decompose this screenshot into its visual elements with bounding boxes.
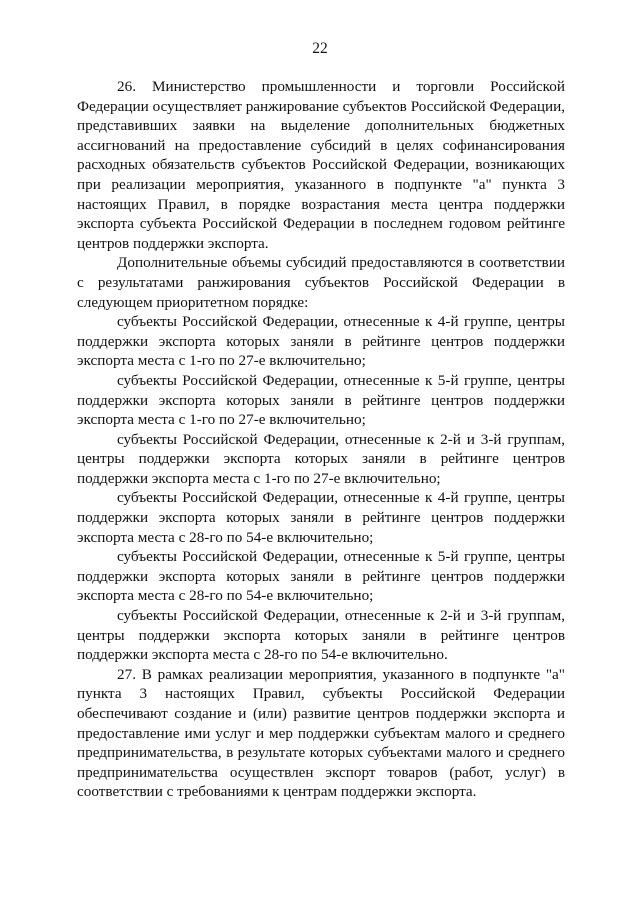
paragraph-27: 27. В рамках реализации мероприятия, указанного в подпункте "а" пункта 3 настоящих Правил, субъекты Российской Федерации обеспечивают создание и (или) развитие центров поддержки экспорта и предоставление ими услуг и мер поддержки субъектам малого и среднего предпринимательства, в результате которых субъектами малого и среднего предпринимательства осуществлен экспорт товаров (работ, услуг) в соответствии с требованиями к центрам поддержки экспорта. — [77, 665, 565, 801]
document-body — [77, 77, 565, 802]
paragraph-additional-volumes: Дополнительные объемы субсидий предоставляются в соответствии с результатами ранжирования субъектов Российской Федерации в следующем приоритетном порядке: — [77, 254, 565, 311]
page-number: 22 — [312, 40, 328, 57]
priority-item-4: субъекты Российской Федерации, отнесенные к 4-й группе, центры поддержки экспорта которых заняли в рейтинге центров поддержки экспорта места с 28-го по 54-е включительно; — [77, 489, 565, 546]
priority-item-6: субъекты Российской Федерации, отнесенные к 2-й и 3-й группам, центры поддержки экспорта которых заняли в рейтинге центров поддержки экспорта места с 28-го по 54-е включительно. — [77, 607, 565, 664]
priority-item-5: субъекты Российской Федерации, отнесенные к 5-й группе, центры поддержки экспорта которых заняли в рейтинге центров поддержки экспорта места с 28-го по 54-е включительно; — [77, 548, 565, 605]
priority-item-3: субъекты Российской Федерации, отнесенные к 2-й и 3-й группам, центры поддержки экспорта которых заняли в рейтинге центров поддержки экспорта места с 1-го по 27-е включительно; — [77, 430, 565, 487]
priority-item-1: субъекты Российской Федерации, отнесенные к 4-й группе, центры поддержки экспорта которых заняли в рейтинге центров поддержки экспорта места с 1-го по 27-е включительно; — [77, 313, 565, 370]
paragraph-26: 26. Министерство промышленности и торговли Российской Федерации осуществляет ранжирование субъектов Российской Федерации, представивших заявки на выделение дополнительных бюджетных ассигнований на предоставление субсидий в целях софинансирования расходных обязательств субъектов Российской Федерации, возникающих при реализации мероприятия, указанного в подпункте "а" пункта 3 настоящих Правил, в порядке возрастания места центра поддержки экспорта субъекта Российской Федерации в последнем годовом рейтинге центров поддержки экспорта. — [77, 78, 565, 252]
priority-item-2: субъекты Российской Федерации, отнесенные к 5-й группе, центры поддержки экспорта которых заняли в рейтинге центров поддержки экспорта места с 1-го по 27-е включительно; — [77, 371, 565, 429]
